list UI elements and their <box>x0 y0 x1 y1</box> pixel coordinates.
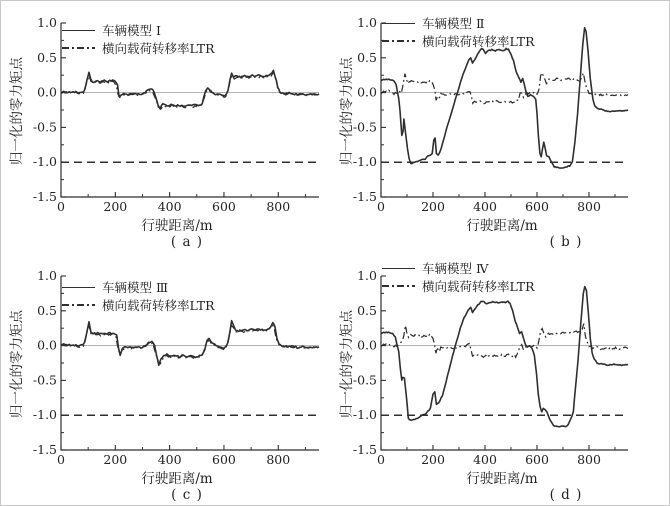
x-tick-label: 800 <box>577 452 601 467</box>
y-tick-label: 0.5 <box>37 49 57 65</box>
subplot-caption-d: ( d ) <box>549 487 583 503</box>
y-tick-label: -0.5 <box>32 372 57 388</box>
x-tick-label: 0 <box>57 452 65 467</box>
y-tick-label: 1.0 <box>357 268 377 283</box>
y-tick-label: 0.0 <box>357 337 377 353</box>
legend-a <box>62 21 215 57</box>
x-tick-label: 400 <box>473 199 497 214</box>
ltr-series-path <box>61 73 319 110</box>
dashdot-line-swatch <box>382 40 415 42</box>
x-tick-label: 400 <box>157 199 182 214</box>
vehicle-model-series-path <box>61 321 319 366</box>
y-tick-label: 1.0 <box>357 15 377 30</box>
y-tick-label: -0.5 <box>352 372 377 388</box>
panel-b <box>336 1 670 254</box>
legend-b <box>382 14 535 50</box>
dashdot-line-swatch <box>62 304 95 306</box>
x-tick-label: 400 <box>157 452 182 467</box>
x-tick-label: 200 <box>421 199 445 214</box>
x-tick-label: 800 <box>577 199 601 214</box>
solid-line-swatch <box>382 268 415 269</box>
x-axis-title: 行驶距离/m <box>141 471 213 487</box>
solid-line-swatch <box>62 287 95 288</box>
y-axis-title: 归一化的零力矩点 <box>339 57 355 165</box>
y-axis-title: 归一化的零力矩点 <box>9 57 25 165</box>
y-tick-label: 0.5 <box>357 302 377 318</box>
panel-c <box>1 254 336 506</box>
legend-item-vehicle-model-3 <box>62 278 215 296</box>
x-tick-label: 600 <box>212 199 236 214</box>
panel-a <box>1 1 336 254</box>
legend-label: 横向载荷转移率LTR <box>422 279 535 294</box>
legend-item-ltr <box>382 277 535 295</box>
y-axis-title: 归一化的零力矩点 <box>339 310 355 418</box>
y-tick-label: 0.5 <box>37 302 57 318</box>
y-tick-label: 0.0 <box>357 84 377 100</box>
legend-item-ltr <box>62 39 215 57</box>
x-axis-title: 行驶距离/m <box>141 218 213 234</box>
x-tick-label: 0 <box>377 199 385 214</box>
subplot-caption-a: ( a ) <box>170 234 204 250</box>
vehicle-model-series-path <box>61 70 319 108</box>
solid-line-swatch <box>62 30 95 31</box>
y-tick-label: 0.0 <box>37 84 57 100</box>
legend-d <box>382 259 535 295</box>
x-tick-label: 0 <box>57 199 65 214</box>
legend-label: 车辆模型 Ⅳ <box>422 261 489 276</box>
y-tick-label: -1.5 <box>32 442 57 457</box>
x-tick-label: 600 <box>525 452 549 467</box>
legend-label: 车辆模型 Ⅲ <box>102 280 169 295</box>
x-tick-label: 400 <box>473 452 497 467</box>
legend-item-ltr <box>382 32 535 50</box>
x-tick-label: 200 <box>103 199 128 214</box>
legend-c <box>62 278 215 314</box>
x-tick-label: 200 <box>103 452 128 467</box>
subplot-caption-c: ( c ) <box>171 487 203 503</box>
legend-item-vehicle-model-2 <box>382 14 535 32</box>
legend-item-ltr <box>62 296 215 314</box>
y-tick-label: -1.0 <box>32 154 57 170</box>
y-tick-label: -1.5 <box>352 442 377 457</box>
x-tick-label: 600 <box>212 452 236 467</box>
solid-line-swatch <box>382 23 415 24</box>
legend-label: 横向载荷转移率LTR <box>422 34 535 49</box>
legend-label: 横向载荷转移率LTR <box>102 41 215 56</box>
legend-label: 横向载荷转移率LTR <box>102 298 215 313</box>
x-axis-title: 行驶距离/m <box>466 218 538 234</box>
legend-label: 车辆模型 Ⅱ <box>422 16 485 31</box>
dashdot-line-swatch <box>62 47 95 49</box>
y-tick-label: -1.0 <box>352 154 377 170</box>
legend-item-vehicle-model-1 <box>62 21 215 39</box>
legend-label: 车辆模型 Ⅰ <box>102 23 161 38</box>
panel-d <box>336 254 670 506</box>
y-tick-label: -1.0 <box>32 407 57 423</box>
x-tick-label: 200 <box>421 452 445 467</box>
subplot-caption-b: ( b ) <box>549 234 583 250</box>
y-tick-label: 1.0 <box>37 268 57 283</box>
y-tick-label: -1.5 <box>352 189 377 204</box>
y-tick-label: 0.0 <box>37 337 57 353</box>
y-tick-label: 1.0 <box>37 15 57 30</box>
y-tick-label: -1.5 <box>32 189 57 204</box>
x-axis-title: 行驶距离/m <box>466 471 538 487</box>
y-tick-label: -1.0 <box>352 407 377 423</box>
dashdot-line-swatch <box>382 285 415 287</box>
x-tick-label: 800 <box>266 452 291 467</box>
y-axis-title: 归一化的零力矩点 <box>9 310 25 418</box>
x-tick-label: 800 <box>266 199 291 214</box>
legend-item-vehicle-model-4 <box>382 259 535 277</box>
x-tick-label: 600 <box>525 199 549 214</box>
y-tick-label: -0.5 <box>352 119 377 135</box>
y-tick-label: -0.5 <box>32 119 57 135</box>
y-tick-label: 0.5 <box>357 49 377 65</box>
x-tick-label: 0 <box>377 452 385 467</box>
